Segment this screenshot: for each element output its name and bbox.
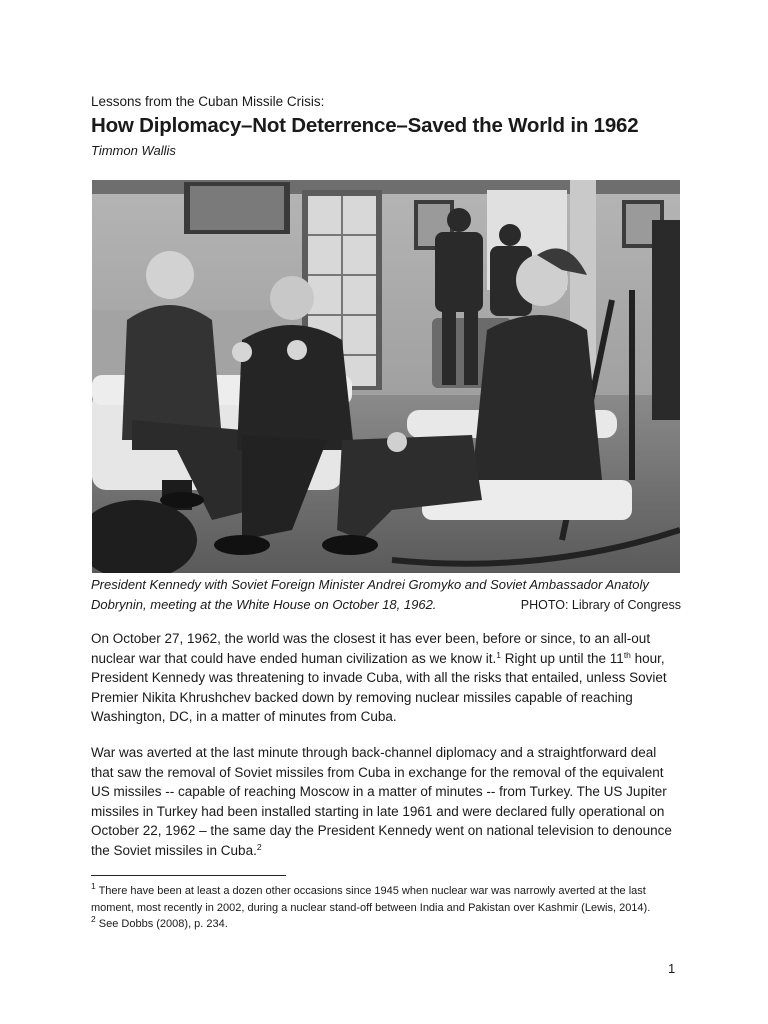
paragraph-2 <box>91 743 681 861</box>
footnote-1-number: 1 <box>91 881 96 891</box>
footnote-2 <box>91 916 691 933</box>
footnote-1 <box>91 883 691 916</box>
paragraph-2-text: War was averted at the last minute through back-channel diplomacy and a straightforward deal that saw the removal of Soviet missiles from Cuba in exchange for the removal of the equivalent US missiles -- capable of reaching Moscow in a matter of minutes -- from Turkey. The US Jupiter missiles in Turkey had been installed starting in late 1961 and were declared fully operational on October 22, 1962 – the same day the President Kennedy went on national television to denounce the Soviet missiles in Cuba. <box>91 745 672 858</box>
author: Timmon Wallis <box>91 143 176 158</box>
page-title: How Diplomacy–Not Deterrence–Saved the World in 1962 <box>91 114 639 137</box>
paragraph-1-text-c: hour, President Kennedy was threatening to invade Cuba, with all the risks that entailed, unless Soviet Premier Nikita Khrushchev backed down by removing nuclear missiles capable of reaching Washington, DC, in a matter of minutes from Cuba. <box>91 650 667 725</box>
paragraph-1-text-b: Right up until the 11 <box>500 650 624 666</box>
footnote-2-text: See Dobbs (2008), p. 234. <box>95 918 228 930</box>
paragraph-1-text-a: On October 27, 1962, the world was the closest it has ever been, before or since, to an all-out nuclear war that could have ended human civilization as we know it. <box>91 631 651 666</box>
paragraph-1 <box>91 629 681 727</box>
footnote-divider <box>91 875 286 876</box>
ordinal-suffix: th <box>623 649 631 660</box>
page-number: 1 <box>668 961 676 976</box>
photo-caption <box>91 575 681 615</box>
photo-credit: PHOTO: Library of Congress <box>520 598 681 612</box>
caption-text: President Kennedy with Soviet Foreign Minister Andrei Gromyko and Soviet Ambassador Anatoly Dobrynin, meeting at the White House on October 18, 1962. <box>91 577 649 612</box>
footnote-2-number: 2 <box>91 914 96 924</box>
footnote-ref-2[interactable]: 2 <box>256 841 262 852</box>
footnote-ref-1[interactable]: 1 <box>496 649 501 660</box>
historical-photo <box>92 180 680 573</box>
footnote-1-text: There have been at least a dozen other occasions since 1945 when nuclear war was narrowly averted at the last moment, most recently in 2002, during a nuclear stand-off between India and Pakistan over Kashmir (Lewis, 2014). <box>91 885 651 914</box>
kicker: Lessons from the Cuban Missile Crisis: <box>91 94 325 109</box>
